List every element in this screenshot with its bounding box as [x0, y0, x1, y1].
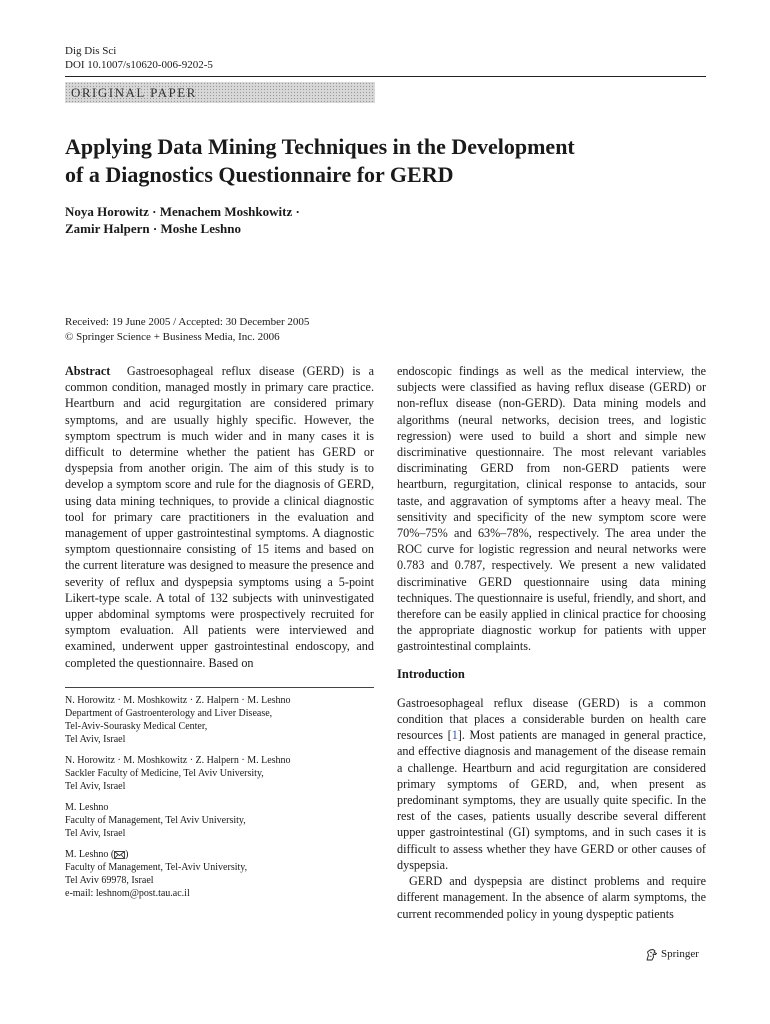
springer-horse-icon — [645, 948, 658, 961]
abstract-text-left: Gastroesophageal reflux disease (GERD) is a common condition, managed mostly in primary care practice. Heartburn and acid regurgitation are considered primary symptoms, and are usually highly specific. However, the symptom spectrum is much wider and in many cases it is difficult to determine whether the patient has GERD or dyspepsia from another origin. The aim of this study is to develop a symptom score and rule for the diagnosis of GERD, using data mining techniques, to provide a clinical diagnostic tool for primary care practitioners in the evaluation and management of upper gastrointestinal symptoms. A diagnostic symptom questionnaire consisting of 15 items and based on the current literature was designed to measure the presence and severity of reflux and dyspepsia symptoms using a 5-point Likert-type scale. A total of 132 subjects with uninvestigated upper abdominal symptoms were prospectively recruited for symptom evaluation. All patients were interviewed and examined, underwent upper gastrointestinal endoscopy, and completed the questionnaire. Based on — [65, 364, 375, 670]
aff2-line: N. Horowitz · M. Moshkowitz · Z. Halpern · M. Leshno — [65, 755, 291, 766]
aff3-line: Tel Aviv, Israel — [65, 828, 126, 839]
author-list — [65, 203, 465, 237]
right-column — [397, 363, 706, 922]
journal-header — [65, 44, 213, 72]
intro-paragraph-1 — [397, 695, 706, 873]
affiliation-footnotes — [65, 694, 374, 908]
abstract-label: Abstract — [65, 364, 111, 378]
affiliation-2 — [65, 754, 374, 793]
introduction-heading: Introduction — [397, 666, 465, 681]
aff2-line: Tel Aviv, Israel — [65, 781, 126, 792]
abstract-left-column — [65, 363, 374, 671]
email-line[interactable]: e-mail: leshnom@post.tau.ac.il — [65, 888, 190, 899]
affiliation-1 — [65, 694, 374, 746]
received-accepted: Received: 19 June 2005 / Accepted: 30 December 2005 — [65, 316, 310, 328]
title-line-1: Applying Data Mining Techniques in the Development — [65, 134, 575, 159]
authors-line-1: Noya Horowitz · Menachem Moshkowitz · — [65, 204, 300, 219]
publisher-footer — [645, 947, 699, 961]
journal-name: Dig Dis Sci — [65, 45, 117, 57]
envelope-icon — [114, 851, 125, 859]
aff4-line: Tel Aviv 69978, Israel — [65, 875, 154, 886]
publication-dates — [65, 315, 309, 345]
abstract-paragraph — [65, 363, 374, 671]
citation-link-1[interactable]: 1 — [451, 728, 458, 743]
aff1-line: Tel Aviv, Israel — [65, 734, 126, 745]
section-banner — [65, 82, 375, 103]
abstract-text-right: endoscopic findings as well as the medical interview, the subjects were classified as having reflux disease (GERD) or non-reflux disease (non-GERD). Data mining models and algorithms (neural networks, decision trees, and logistic regression) were used to build a short and simple new discriminative questionnaire. The most relevant variables discriminating GERD from non-GERD patients were heartburn, regurgitation, clinical response to antacids, sour taste, and aggravation of symptoms after a heavy meal. The sensitivity and specificity of the new symptom score were 70%–75% and 63%–78%, respectively. The area under the ROC curve for logistic regression and neural networks were 0.783 and 0.787, respectively. We present a new validated discriminative GERD questionnaire using data mining techniques. The questionnaire is useful, friendly, and short, and therefore can be easily applied in clinical practice for choosing the appropriate diagnostic workup for patients with upper gastrointestinal complaints. — [397, 364, 706, 654]
footnote-rule — [65, 687, 374, 688]
aff3-line: M. Leshno — [65, 802, 109, 813]
corr-name: M. Leshno ( — [65, 849, 115, 860]
section-label: ORIGINAL PAPER — [71, 85, 197, 100]
affiliation-3 — [65, 801, 374, 840]
aff1-line: Tel-Aviv-Sourasky Medical Center, — [65, 721, 208, 732]
aff1-line: N. Horowitz · M. Moshkowitz · Z. Halpern · M. Leshno — [65, 695, 291, 706]
aff1-line: Department of Gastroenterology and Liver Disease, — [65, 708, 273, 719]
doi: DOI 10.1007/s10620-006-9202-5 — [65, 59, 213, 71]
copyright-line: © Springer Science + Business Media, Inc. 2006 — [65, 331, 280, 343]
aff4-line: Faculty of Management, Tel-Aviv University, — [65, 862, 248, 873]
corresponding-author — [65, 848, 374, 861]
aff3-line: Faculty of Management, Tel Aviv University, — [65, 815, 246, 826]
title-line-2: of a Diagnostics Questionnaire for GERD — [65, 162, 454, 187]
publisher-name: Springer — [661, 948, 699, 960]
authors-line-2: Zamir Halpern · Moshe Leshno — [65, 221, 241, 236]
paper-title — [65, 133, 705, 189]
intro-p1-text: Gastroesophageal reflux disease (GERD) is a common condition that places a considerable burden on health care resources [ — [397, 695, 706, 743]
header-rule — [65, 76, 706, 77]
affiliation-corresponding — [65, 848, 374, 900]
corr-close: ) — [125, 849, 129, 860]
aff2-line: Sackler Faculty of Medicine, Tel Aviv University, — [65, 768, 264, 779]
intro-paragraph-2: GERD and dyspepsia are distinct problems and require different management. In the absence of alarm symptoms, the current recommended policy in young dyspeptic patients — [397, 874, 706, 921]
intro-p1-text-cont: ]. Most patients are managed in general practice, and effective diagnosis and management of the disease remain a challenge. Heartburn and acid regurgitation are considered primary symptoms of GERD, and, when present as predominant symptoms, they are usually quite specific. In the rest of the cases, patients usually describe several different upper gastrointestinal (GI) symptoms, and in such cases it is difficult to assess whether they have GERD or other causes of dyspepsia. — [397, 728, 707, 872]
